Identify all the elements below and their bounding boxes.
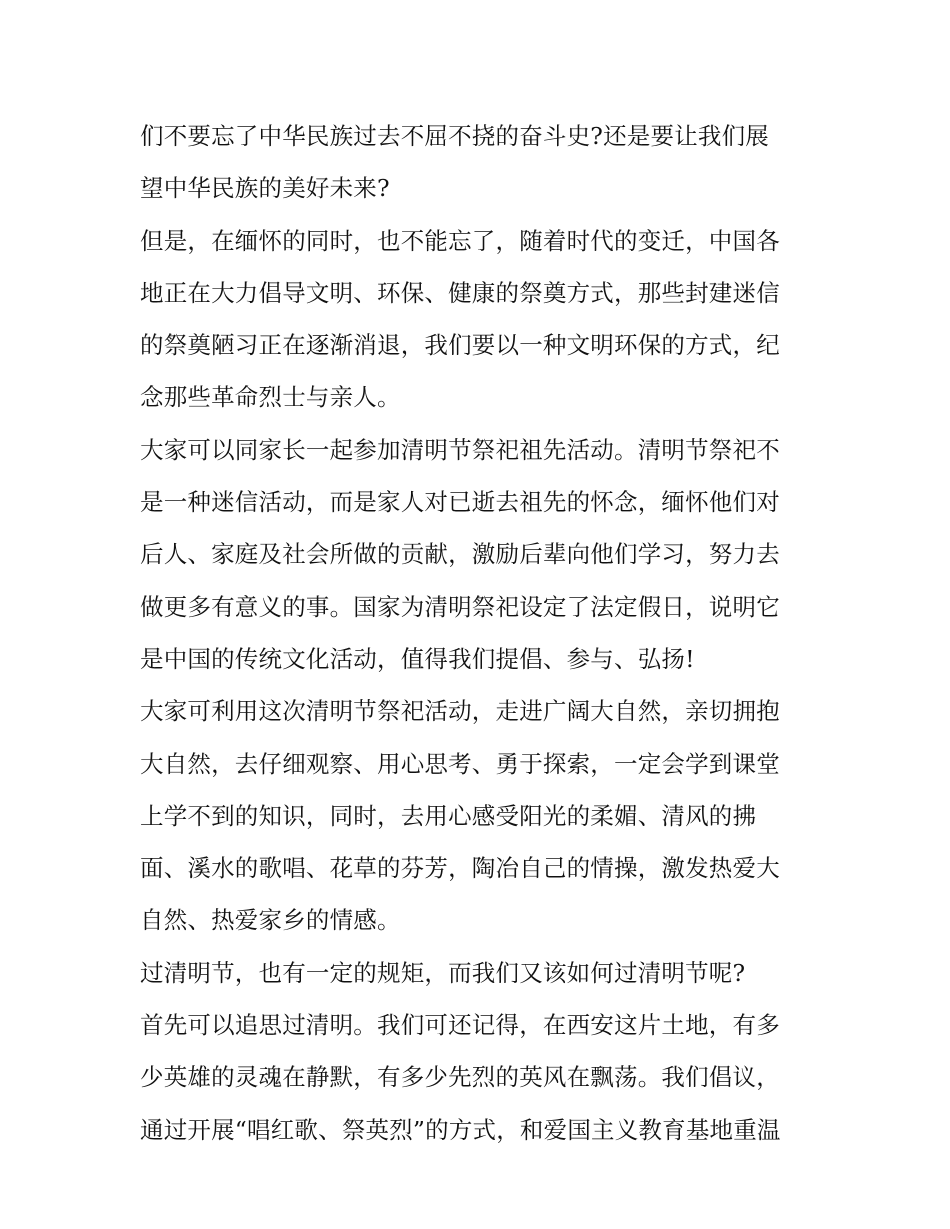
text-line: 后人、家庭及社会所做的贡献，激励后辈向他们学习，努力去 [140, 540, 780, 569]
text-line: 的祭奠陋习正在逐渐消退，我们要以一种文明环保的方式，纪 [140, 331, 780, 360]
text-line: 是中国的传统文化活动，值得我们提倡、参与、弘扬! [140, 644, 695, 673]
text-line: 大家可利用这次清明节祭祀活动，走进广阔大自然，亲切拥抱 [140, 697, 780, 726]
text-line: 地正在大力倡导文明、环保、健康的祭奠方式，那些封建迷信 [140, 278, 780, 307]
text-line: 通过开展“唱红歌、祭英烈”的方式，和爱国主义教育基地重温 [140, 1115, 781, 1144]
text-line: 念那些革命烈士与亲人。 [140, 383, 401, 412]
text-line: 望中华民族的美好未来? [140, 174, 390, 203]
text-line: 首先可以追思过清明。我们可还记得，在西安这片土地，有多 [140, 1011, 780, 1040]
body-text [140, 110, 820, 1156]
text-line: 自然、热爱家乡的情感。 [140, 906, 401, 935]
text-line: 上学不到的知识，同时，去用心感受阳光的柔媚、清风的拂 [140, 801, 757, 830]
text-line: 过清明节，也有一定的规矩，而我们又该如何过清明节呢? [140, 958, 746, 987]
text-line: 们不要忘了中华民族过去不屈不挠的奋斗史?还是要让我们展 [140, 122, 769, 150]
text-line: 少英雄的灵魂在静默，有多少先烈的英风在飘荡。我们倡议， [140, 1063, 780, 1092]
text-line: 大家可以同家长一起参加清明节祭祀祖先活动。清明节祭祀不 [140, 435, 780, 464]
text-line: 是一种迷信活动，而是家人对已逝去祖先的怀念，缅怀他们对 [140, 488, 780, 517]
text-line: 大自然，去仔细观察、用心思考、勇于探索，一定会学到课堂 [140, 749, 780, 778]
text-line: 但是，在缅怀的同时，也不能忘了，随着时代的变迁，中国各 [140, 226, 780, 255]
text-line: 面、溪水的歌唱、花草的芬芳，陶冶自己的情操，激发热爱大 [140, 854, 780, 883]
text-line: 做更多有意义的事。国家为清明祭祀设定了法定假日，说明它 [140, 592, 780, 621]
